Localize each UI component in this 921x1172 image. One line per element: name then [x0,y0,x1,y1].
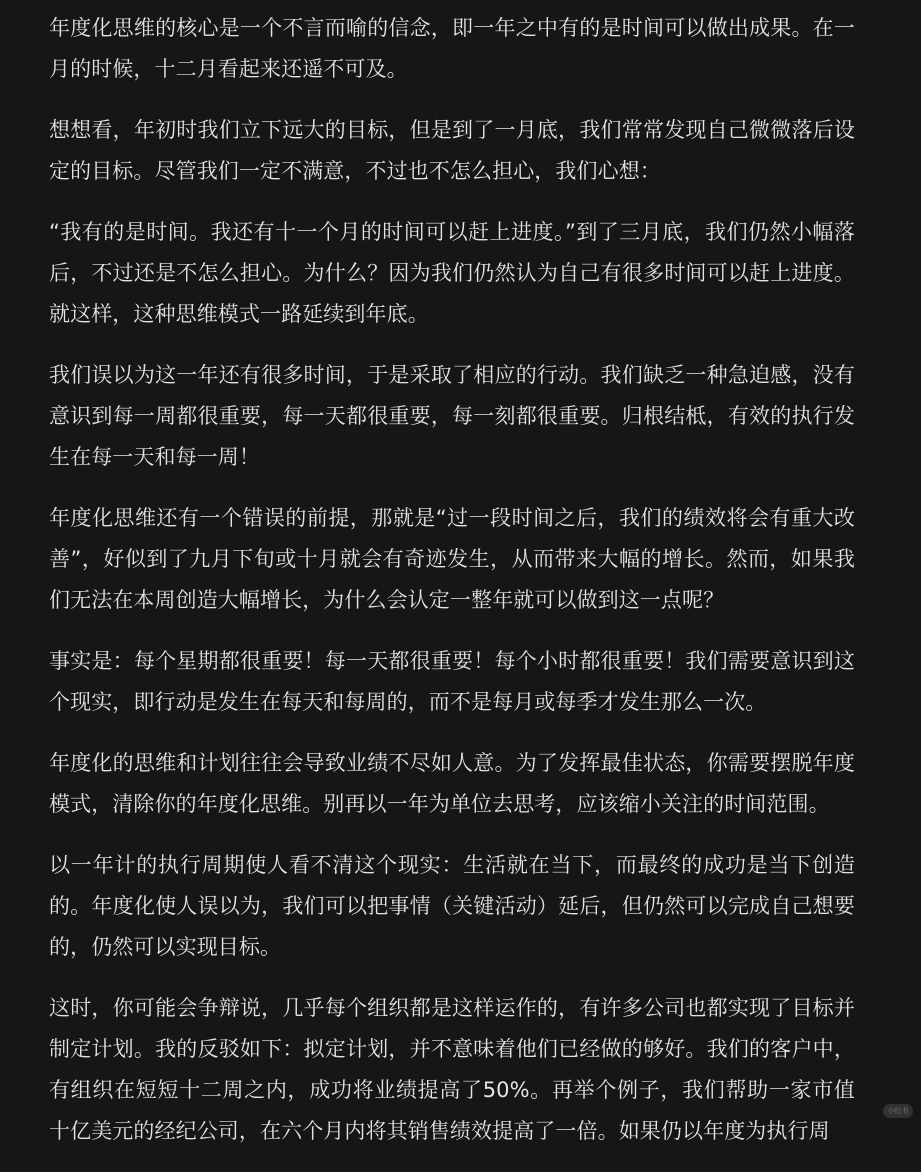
paragraph-5: 年度化思维还有一个错误的前提，那就是“过一段时间之后，我们的绩效将会有重大改善”，好似到了九月下旬或十月就会有奇迹发生，从而带来大幅的增长。然而，如果我们无法在本周创造大幅增长，为什么会认定一整年就可以做到这一点呢？ [49,506,855,612]
paragraph-4: 我们误以为这一年还有很多时间，于是采取了相应的行动。我们缺乏一种急迫感，没有意识到每一周都很重要，每一天都很重要，每一刻都很重要。归根结柢，有效的执行发生在每一天和每一周！ [49,363,855,469]
watermark-logo: 小红书 [883,1104,913,1118]
paragraph-6: 事实是：每个星期都很重要！每一天都很重要！每个小时都很重要！我们需要意识到这个现实，即行动是发生在每天和每周的，而不是每月或每季才发生那么一次。 [49,649,855,714]
paragraph-9: 这时，你可能会争辩说，几乎每个组织都是这样运作的，有许多公司也都实现了目标并制定计划。我的反驳如下：拟定计划，并不意味着他们已经做的够好。我们的客户中，有组织在短短十二周之内，成功将业绩提高了50%。再举个例子，我们帮助一家市值十亿美元的经纪公司，在六个月内将其销售绩效提高了一倍。如果仍以年度为执行周 [49,996,855,1143]
paragraph-2: 想想看，年初时我们立下远大的目标，但是到了一月底，我们常常发现自己微微落后设定的目标。尽管我们一定不满意，不过也不怎么担心，我们心想： [49,118,855,183]
paragraph-3: “我有的是时间。我还有十一个月的时间可以赶上进度。”到了三月底，我们仍然小幅落后，不过还是不怎么担心。为什么？因为我们仍然认为自己有很多时间可以赶上进度。就这样，这种思维模式一路延续到年底。 [49,220,855,326]
article-body [49,8,855,1172]
paragraph-7: 年度化的思维和计划往往会导致业绩不尽如人意。为了发挥最佳状态，你需要摆脱年度模式，清除你的年度化思维。别再以一年为单位去思考，应该缩小关注的时间范围。 [49,751,855,816]
paragraph-1: 年度化思维的核心是一个不言而喻的信念，即一年之中有的是时间可以做出成果。在一月的时候，十二月看起来还遥不可及。 [49,16,855,81]
paragraph-8: 以一年计的执行周期使人看不清这个现实：生活就在当下，而最终的成功是当下创造的。年度化使人误以为，我们可以把事情（关键活动）延后，但仍然可以完成自己想要的，仍然可以实现目标。 [49,853,855,959]
